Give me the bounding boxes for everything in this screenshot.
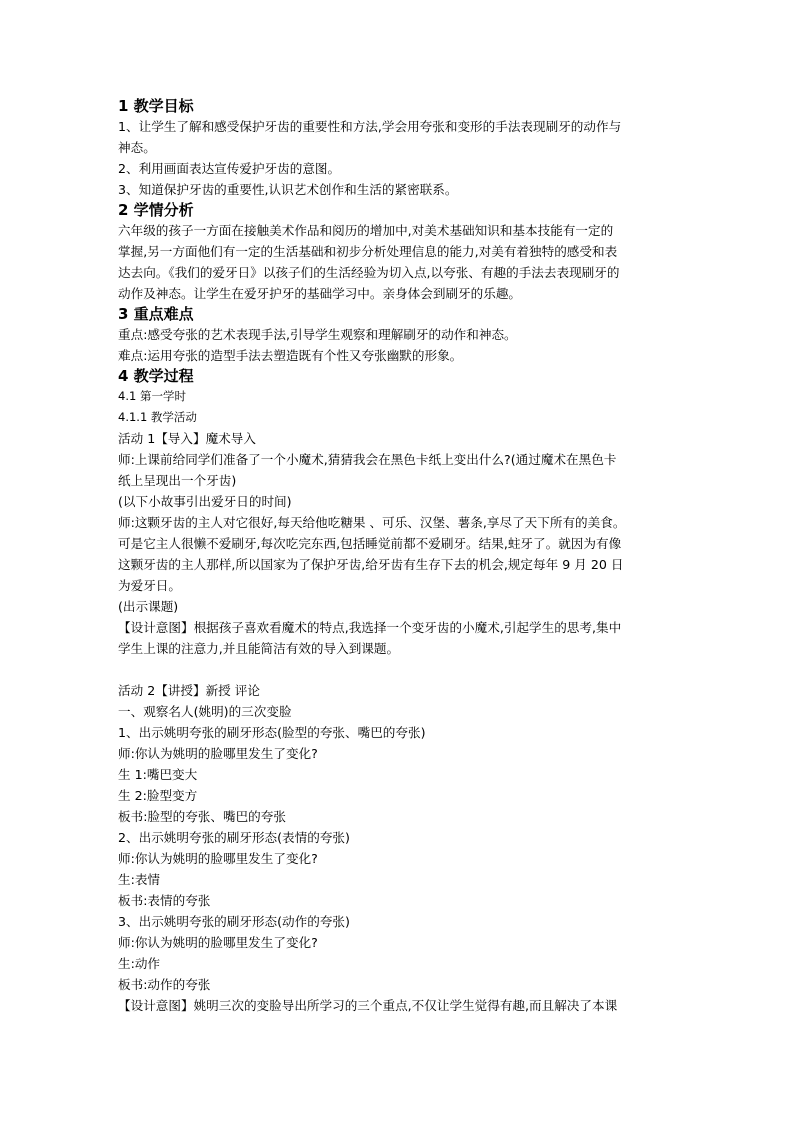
paragraph-line: 生:表情 <box>118 872 161 887</box>
paragraph-line: 达去向。《我们的爱牙日》以孩子们的生活经验为切入点,以夸张、有趣的手法去表现刷牙的 <box>118 265 620 280</box>
paragraph-line: (出示课题) <box>118 599 179 614</box>
paragraph-line: 1、出示姚明夸张的刷牙形态(脸型的夸张、嘴巴的夸张) <box>118 725 426 740</box>
paragraph-line: 动作及神态。让学生在爱牙护牙的基础学习中。亲身体会到刷牙的乐趣。 <box>118 286 521 301</box>
paragraph-line: 为爱牙日。 <box>118 578 181 593</box>
paragraph-line: 掌握,另一方面他们有一定的生活基础和初步分析处理信息的能力,对美有着独特的感受和表 <box>118 244 618 259</box>
paragraph-line: 这颗牙齿的主人那样,所以国家为了保护牙齿,给牙齿有生存下去的机会,规定每年 9 月 20 日 <box>118 557 624 572</box>
paragraph-line: 生 1:嘴巴变大 <box>118 767 198 782</box>
paragraph-line: (以下小故事引出爱牙日的时间) <box>118 494 292 509</box>
section-heading: 3 重点难点 <box>118 305 194 323</box>
section-heading: 2 学情分析 <box>118 201 194 219</box>
paragraph-line: 师:你认为姚明的脸哪里发生了变化? <box>118 935 318 950</box>
paragraph-line: 师:上课前给同学们准备了一个小魔术,猜猜我会在黑色卡纸上变出什么?(通过魔术在黑色卡 <box>118 452 617 467</box>
subsection-heading: 4.1.1 教学活动 <box>118 410 197 424</box>
paragraph-line: 师:你认为姚明的脸哪里发生了变化? <box>118 746 318 761</box>
paragraph-line: 3、出示姚明夸张的刷牙形态(动作的夸张) <box>118 914 350 929</box>
paragraph-line: 神态。 <box>118 140 156 155</box>
paragraph-line: 一、观察名人(姚明)的三次变脸 <box>118 704 292 719</box>
blank-line <box>118 659 678 680</box>
paragraph-line: 【设计意图】姚明三次的变脸导出所学习的三个重点,不仅让学生觉得有趣,而且解决了本课 <box>118 998 618 1013</box>
paragraph-line: 师:这颗牙齿的主人对它很好,每天给他吃糖果 、可乐、汉堡、薯条,享尽了天下所有的美食。 <box>118 515 626 530</box>
paragraph-line: 学生上课的注意力,并且能简洁有效的导入到课题。 <box>118 641 400 656</box>
paragraph-line: 活动 2【讲授】新授 评论 <box>118 683 260 698</box>
paragraph-line: 板书:表情的夸张 <box>118 893 211 908</box>
paragraph-line: 难点:运用夸张的造型手法去塑造既有个性又夸张幽默的形象。 <box>118 348 463 363</box>
paragraph-line: 【设计意图】根据孩子喜欢看魔术的特点,我选择一个变牙齿的小魔术,引起学生的思考,集中 <box>118 620 622 635</box>
paragraph-line: 可是它主人很懒不爱刷牙,每次吃完东西,包括睡觉前都不爱刷牙。结果,蛀牙了。就因为有像 <box>118 536 622 551</box>
document-page <box>118 96 678 1016</box>
section-heading: 4 教学过程 <box>118 367 194 385</box>
paragraph-line: 2、出示姚明夸张的刷牙形态(表情的夸张) <box>118 830 350 845</box>
paragraph-line: 活动 1【导入】魔术导入 <box>118 431 256 446</box>
paragraph-line: 3、知道保护牙齿的重要性,认识艺术创作和生活的紧密联系。 <box>118 182 458 197</box>
section-heading: 1 教学目标 <box>118 97 194 115</box>
paragraph-line: 重点:感受夸张的艺术表现手法,引导学生观察和理解刷牙的动作和神态。 <box>118 327 517 342</box>
paragraph-line: 纸上呈现出一个牙齿) <box>118 473 237 488</box>
paragraph-line: 生:动作 <box>118 956 161 971</box>
paragraph-line: 生 2:脸型变方 <box>118 788 198 803</box>
paragraph-line: 师:你认为姚明的脸哪里发生了变化? <box>118 851 318 866</box>
paragraph-line: 六年级的孩子一方面在接触美术作品和阅历的增加中,对美术基础知识和基本技能有一定的 <box>118 223 614 238</box>
paragraph-line: 1、让学生了解和感受保护牙齿的重要性和方法,学会用夸张和变形的手法表现刷牙的动作与 <box>118 119 622 134</box>
paragraph-line: 板书:脸型的夸张、嘴巴的夸张 <box>118 809 286 824</box>
paragraph-line: 2、利用画面表达宣传爱护牙齿的意图。 <box>118 161 341 176</box>
paragraph-line: 板书:动作的夸张 <box>118 977 211 992</box>
subsection-heading: 4.1 第一学时 <box>118 389 186 403</box>
